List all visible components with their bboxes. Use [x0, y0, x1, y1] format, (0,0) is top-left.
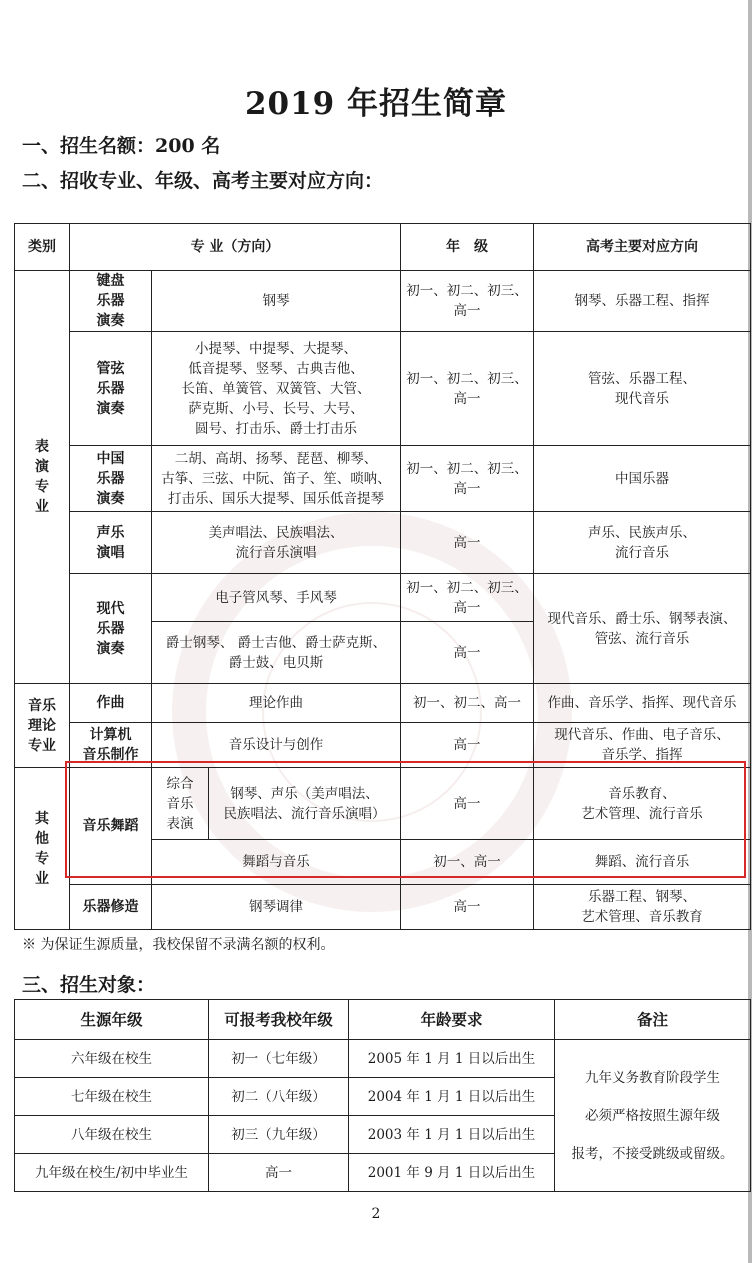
cell: 七年级在校生 — [15, 1078, 209, 1116]
remark-cell: 九年义务教育阶段学生 必须严格按照生源年级 报考，不接受跳级或留级。 — [555, 1040, 751, 1192]
section-majors: 二、招收专业、年级、高考主要对应方向： — [22, 170, 384, 192]
grade-cell: 初一、高一 — [401, 840, 534, 885]
direction-cell: 现代音乐、爵士乐、钢琴表演、 管弦、流行音乐 — [534, 574, 751, 684]
grade-cell: 高一 — [401, 622, 534, 684]
header-age: 年龄要求 — [349, 1000, 555, 1040]
cell: 初二（八年级） — [209, 1078, 349, 1116]
grade-cell: 初一、初二、高一 — [401, 684, 534, 723]
sub-music-dance: 音乐舞蹈 — [70, 768, 152, 885]
cell: 2004 年 1 月 1 日以后出生 — [349, 1078, 555, 1116]
grade-cell: 初一、初二、初三、 高一 — [401, 574, 534, 622]
sub-modern-instruments: 现代 乐器 演奏 — [70, 574, 152, 684]
major-cell: 理论作曲 — [152, 684, 401, 723]
direction-cell: 作曲、音乐学、指挥、现代音乐 — [534, 684, 751, 723]
sub-chinese-instruments: 中国 乐器 演奏 — [70, 446, 152, 512]
table-row — [15, 684, 751, 723]
direction-cell: 乐器工程、钢琴、 艺术管理、音乐教育 — [534, 885, 751, 930]
direction-cell: 现代音乐、作曲、电子音乐、 音乐学、指挥 — [534, 723, 751, 768]
direction-cell: 声乐、民族声乐、 流行音乐 — [534, 512, 751, 574]
major-cell: 舞蹈与音乐 — [152, 840, 401, 885]
major-cell: 音乐设计与创作 — [152, 723, 401, 768]
table-row — [15, 271, 751, 332]
header-grade: 年 级 — [401, 224, 534, 271]
table-row — [15, 332, 751, 446]
cell: 初一（七年级） — [209, 1040, 349, 1078]
sub-instrument-making: 乐器修造 — [70, 885, 152, 930]
page-number: 2 — [371, 1206, 381, 1222]
section-eligibility: 三、招生对象： — [22, 974, 156, 996]
grade-cell: 高一 — [401, 885, 534, 930]
major-cell: 电子管风琴、手风琴 — [152, 574, 401, 622]
grade-cell: 高一 — [401, 768, 534, 840]
major-cell: 美声唱法、民族唱法、 流行音乐演唱 — [152, 512, 401, 574]
grade-cell: 初一、初二、初三、 高一 — [401, 271, 534, 332]
table-row — [15, 885, 751, 930]
grade-cell: 高一 — [401, 723, 534, 768]
header-category: 类别 — [15, 224, 70, 271]
cell: 九年级在校生/初中毕业生 — [15, 1154, 209, 1192]
page-title: 2019 年招生简章 — [244, 86, 508, 122]
section-quota: 一、招生名额：200 名 — [22, 135, 221, 157]
table-row — [15, 1040, 751, 1078]
quota-note: ※ 为保证生源质量，我校保留不录满名额的权利。 — [22, 937, 335, 953]
direction-cell: 管弦、乐器工程、 现代音乐 — [534, 332, 751, 446]
group-music-theory: 音乐 理论 专业 — [15, 684, 70, 768]
table-row — [15, 446, 751, 512]
direction-cell: 钢琴、乐器工程、指挥 — [534, 271, 751, 332]
cell: 2005 年 1 月 1 日以后出生 — [349, 1040, 555, 1078]
major-cell: 爵士钢琴、 爵士吉他、爵士萨克斯、 爵士鼓、电贝斯 — [152, 622, 401, 684]
header-apply-grade: 可报考我校年级 — [209, 1000, 349, 1040]
table-row — [15, 574, 751, 622]
eligibility-table — [14, 999, 751, 1192]
table-row — [15, 768, 751, 840]
cell: 2001 年 9 月 1 日以后出生 — [349, 1154, 555, 1192]
sub-integrated-performance: 综合 音乐 表演 — [152, 768, 209, 840]
cell: 2003 年 1 月 1 日以后出生 — [349, 1116, 555, 1154]
grade-cell: 高一 — [401, 512, 534, 574]
major-cell: 二胡、高胡、扬琴、琵琶、柳琴、 古筝、三弦、中阮、笛子、笙、唢呐、 打击乐、国乐大提琴、国乐低音提琴 — [152, 446, 401, 512]
majors-table — [14, 223, 751, 930]
cell: 初三（九年级） — [209, 1116, 349, 1154]
direction-cell: 中国乐器 — [534, 446, 751, 512]
group-other: 其 他 专 业 — [15, 768, 70, 930]
sub-vocal: 声乐 演唱 — [70, 512, 152, 574]
table-row — [15, 512, 751, 574]
header-remark: 备注 — [555, 1000, 751, 1040]
header-major: 专 业（方向） — [70, 224, 401, 271]
sub-keyboard: 键盘 乐器 演奏 — [70, 271, 152, 332]
major-cell: 钢琴 — [152, 271, 401, 332]
grade-cell: 初一、初二、初三、 高一 — [401, 446, 534, 512]
header-direction: 高考主要对应方向 — [534, 224, 751, 271]
cell: 八年级在校生 — [15, 1116, 209, 1154]
sub-orchestral: 管弦 乐器 演奏 — [70, 332, 152, 446]
sub-computer-music: 计算机 音乐制作 — [70, 723, 152, 768]
sub-composition: 作曲 — [70, 684, 152, 723]
cell: 六年级在校生 — [15, 1040, 209, 1078]
group-performance: 表 演 专 业 — [15, 271, 70, 684]
table-row — [15, 723, 751, 768]
direction-cell: 舞蹈、流行音乐 — [534, 840, 751, 885]
major-cell: 钢琴、声乐（美声唱法、 民族唱法、流行音乐演唱） — [209, 768, 401, 840]
header-source-grade: 生源年级 — [15, 1000, 209, 1040]
direction-cell: 音乐教育、 艺术管理、流行音乐 — [534, 768, 751, 840]
major-cell: 钢琴调律 — [152, 885, 401, 930]
grade-cell: 初一、初二、初三、 高一 — [401, 332, 534, 446]
cell: 高一 — [209, 1154, 349, 1192]
major-cell: 小提琴、中提琴、大提琴、 低音提琴、竖琴、古典吉他、 长笛、单簧管、双簧管、大管、 萨克斯、小号、长号、大号、 圆号、打击乐、爵士打击乐 — [152, 332, 401, 446]
